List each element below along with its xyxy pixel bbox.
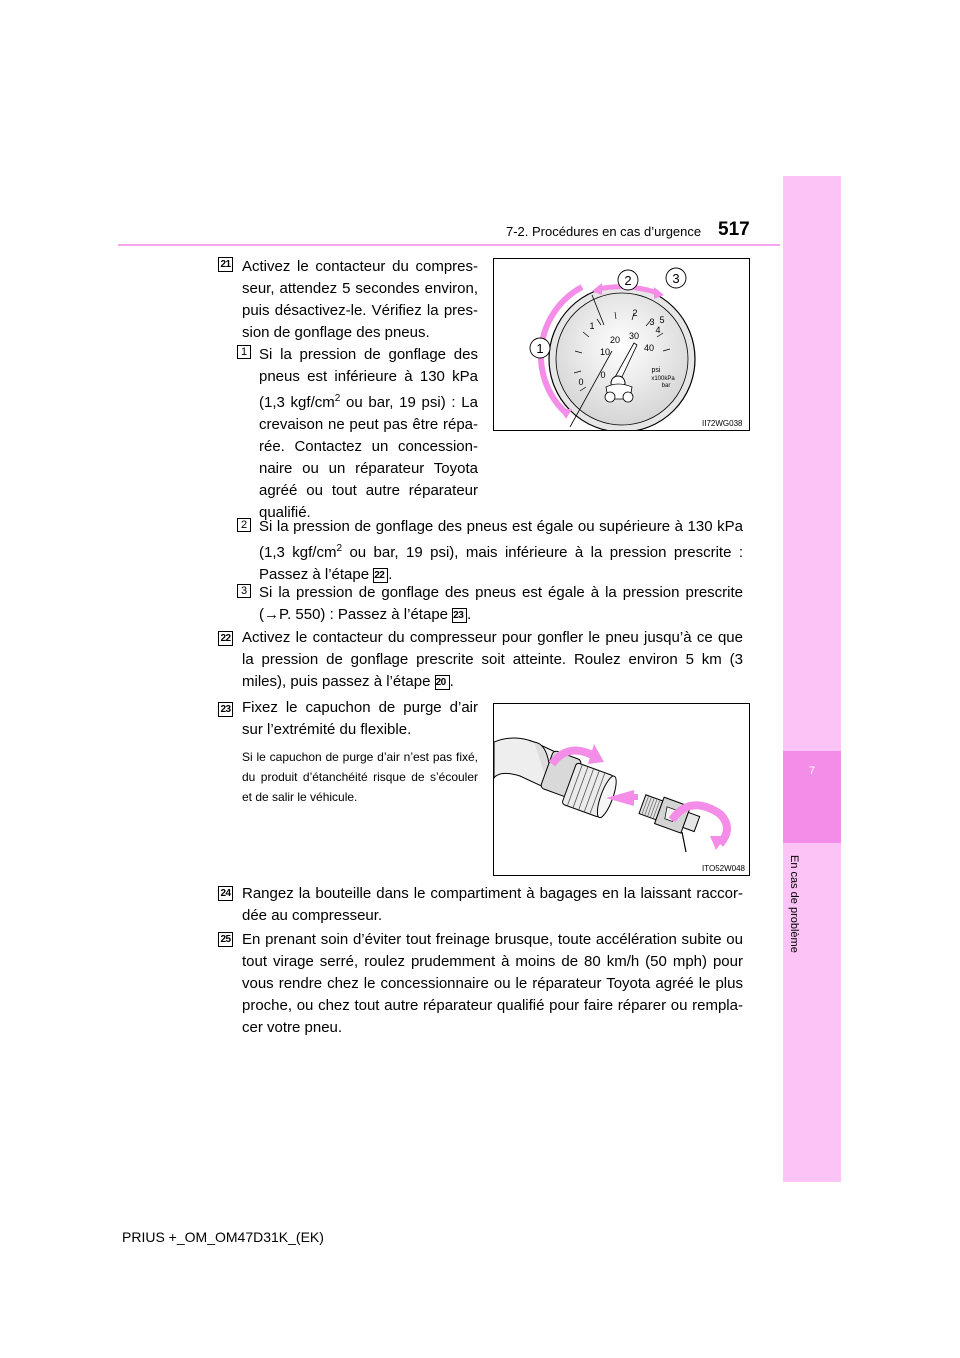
- step-22-text: Activez le contacteur du compresseur pour gonfler le pneu jusqu’à ce que la pression de gonflage prescrite soit atteinte. Roulez environ 5 km (3 miles), puis passez à l’étape 20.: [242, 627, 743, 693]
- figure-code-hose: ITO52W048: [702, 864, 745, 873]
- step-badge-22: 22: [218, 631, 233, 646]
- sub-step-2-text: Si la pression de gonflage des pneus est égale ou supérieure à 130 kPa (1,3 kgf/$cm^2$ ou bar, 19 psi), mais inférieure à la pression prescrite : Passez à l’étape 22.: [259, 516, 743, 586]
- gauge-unit-psi: psi: [651, 367, 661, 374]
- gauge-inner-tick-10: 10: [599, 347, 611, 357]
- hose-cap-illustration: [494, 704, 750, 876]
- gauge-unit-kpa: x100kPa: [651, 376, 675, 382]
- gauge-outer-tick-3: 3: [649, 317, 655, 327]
- gauge-inner-tick-30: 30: [628, 331, 640, 341]
- gauge-inner-tick-40: 40: [643, 343, 655, 353]
- gauge-outer-tick-4: 4: [655, 325, 661, 335]
- header-rule: [118, 244, 780, 246]
- step-badge-21: 21: [218, 257, 233, 272]
- gauge-outer-tick-1: 1: [589, 321, 595, 331]
- gauge-unit-bar: bar: [661, 383, 671, 389]
- figure-code-gauge: II72WG038: [702, 419, 743, 428]
- sub-step-badge-1: 1: [237, 345, 251, 359]
- step-badge-24: 24: [218, 886, 233, 901]
- section-title: 7-2. Procédures en cas d’urgence: [506, 224, 702, 239]
- gauge-outer-tick-2: 2: [632, 308, 638, 318]
- step-25-text: En prenant soin d’éviter tout freinage brusque, toute accélération subite ou tout virage serré, roulez prudemment à moins de 80 km/h (50 mph) pour vous rendre chez le concessionnaire ou le réparateur Toyota agréé le plus proche, ou chez tout autre réparateur qualifié pour faire réparer ou remplacer votre pneu.: [242, 931, 743, 1036]
- chapter-number: 7: [808, 765, 816, 777]
- sub-step-3-text: Si la pression de gonflage des pneus est égale à la pression prescrite (→P. 550) : Passez à l’étape 23.: [259, 582, 743, 626]
- step-ref-23: [452, 608, 467, 623]
- gauge-callout-3: 3: [672, 271, 680, 286]
- step-23-note: Si le capuchon de purge d’air n’est pas fixé, du produit d’étanchéité risque de s’écouler et de salir le véhicule.: [242, 750, 478, 804]
- chapter-title: En cas de problème: [788, 855, 800, 953]
- step-23-text: Fixez le capuchon de purge d’air sur l’extrémité du flexible.: [242, 699, 478, 738]
- step-24-text: Rangez la bouteille dans le compartiment à bagages en la laissant raccordée au compresseur.: [242, 885, 743, 924]
- hose-cap-figure: [493, 703, 750, 876]
- sub-step-badge-2: 2: [237, 518, 251, 532]
- gauge-outer-tick-5: 5: [659, 315, 665, 325]
- gauge-callout-1: 1: [536, 341, 544, 356]
- gauge-outer-tick-0: 0: [578, 377, 584, 387]
- sub-step-badge-3: 3: [237, 584, 251, 598]
- page-number: 517: [718, 219, 750, 240]
- step-ref-20: [435, 675, 450, 690]
- step-21-text: Activez le contacteur du compresseur, attendez 5 secondes environ, puis désactivez-le. Vérifiez la pression de gonflage des pneus.: [242, 258, 478, 341]
- gauge-inner-tick-0: 0: [600, 370, 606, 380]
- step-badge-23: 23: [218, 702, 233, 717]
- chapter-side-tab: [783, 176, 841, 1182]
- step-ref-22: [373, 568, 388, 583]
- pressure-gauge-illustration: [494, 259, 750, 431]
- sub-step-1-text: Si la pression de gonflage des pneus est inférieure à 130 kPa (1,3 kgf/$cm^2$ ou bar, 19 psi) : La crevaison ne peut pas être réparée. Contactez un concessionnaire ou un réparateur Toyota agréé ou tout autre réparateur qualifié.: [259, 346, 478, 521]
- gauge-callout-2: 2: [624, 273, 632, 288]
- footer-model-code: PRIUS +_OM_OM47D31K_(EK): [122, 1229, 324, 1245]
- step-badge-25: 25: [218, 932, 233, 947]
- pressure-gauge-figure: [493, 258, 750, 431]
- gauge-inner-tick-20: 20: [609, 335, 621, 345]
